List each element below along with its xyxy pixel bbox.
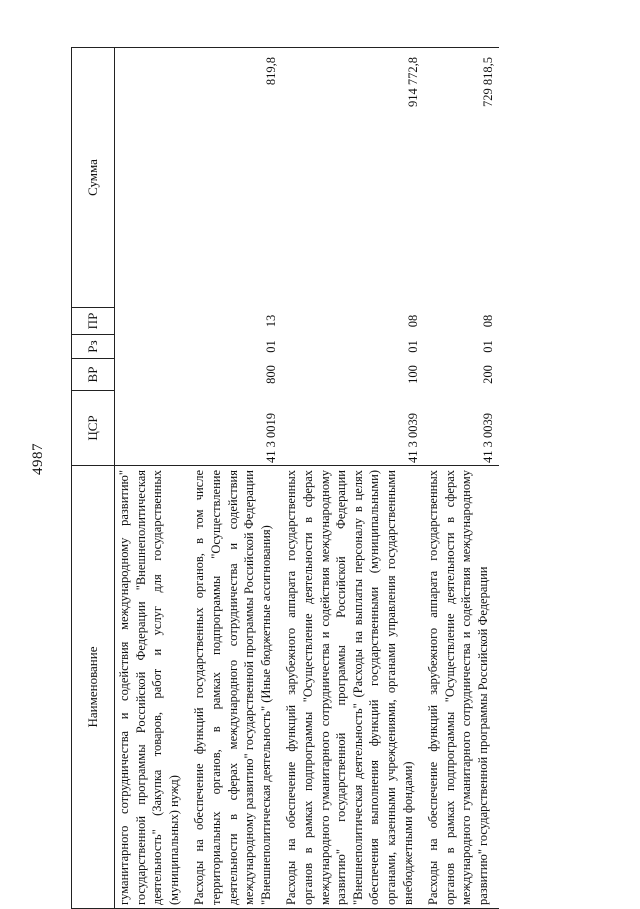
row-vr: 800 [263,365,278,384]
header-vr: ВР [72,359,115,391]
row-name: Расходы на обеспечение функций зарубежного аппарата государственных органов в рамках подпрограммы "Осуществление деятельности в сферах международного гуманитарного сотрудничества и содействия международному развитию" государственной программы Российской Федерации "Внешнеполитическая деятельность" (Расходы на выплаты персоналу в целях обеспечения выполнения функций государственными (муниципальными) органами, казенными учреждениями, органами управления государственными внебюджетными фондами) [282,466,424,909]
table-row [424,48,499,909]
row-vr [115,359,191,391]
row-pr: 08 [405,314,420,328]
table-header [72,48,115,909]
row-rz: 01 [480,340,495,353]
row-sum: 819,8 [190,48,282,308]
row-rz: 01 [263,340,278,353]
row-name: Расходы на обеспечение функций государственных органов, в том числе территориальных органов, в рамках подпрограммы "Осуществление деятельности в сферах международного сотрудничества и содействия международному развитию" государственной программы Российской Федерации "Внешнеполитическая деятельность" (Иные бюджетные ассигнования) [190,466,282,909]
table-row [282,48,424,909]
row-csr: 41 3 0039 [480,413,495,463]
table-row [190,48,282,909]
row-name: Расходы на обеспечение функций зарубежного аппарата государственных органов в рамках подпрограммы "Осуществление деятельности в сферах международного гуманитарного сотрудничества и содействия международному развитию" государственной программы Российской Федерации [424,466,499,909]
table-row [115,48,191,909]
row-rz [115,335,191,359]
page-number: 4987 [30,443,46,475]
row-vr: 200 [480,365,495,384]
row-sum: 729 818,5 [424,48,499,308]
row-sum: 914 772,8 [282,48,424,308]
row-csr: 41 3 0019 [263,413,278,463]
row-csr [115,391,191,466]
row-pr [115,308,191,335]
header-name: Наименование [72,466,115,909]
header-sum: Сумма [72,48,115,308]
header-rz: Рз [72,335,115,359]
row-pr: 13 [263,314,278,328]
header-csr: ЦСР [72,391,115,466]
row-pr: 08 [480,314,495,328]
row-rz: 01 [405,340,420,353]
row-vr: 100 [405,365,420,384]
header-pr: ПР [72,308,115,335]
row-csr: 41 3 0039 [405,413,420,463]
row-name: гуманитарного сотрудничества и содействия международному развитию" государственной программы Российской Федерации "Внешнеполитическая деятельность" (Закупка товаров, работ и услуг для государственных (муниципальных) нужд) [115,466,191,909]
row-sum [115,48,191,308]
budget-table [71,47,499,909]
